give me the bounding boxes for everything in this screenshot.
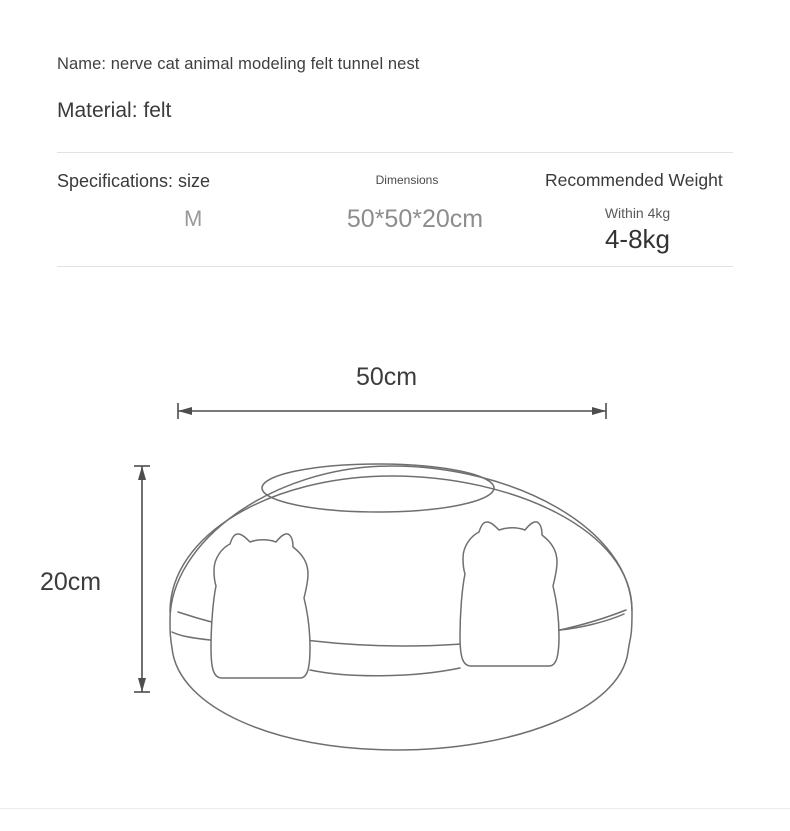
spec-size-header: Specifications: size xyxy=(57,171,211,191)
page-bottom-divider xyxy=(0,808,790,809)
pet-nest-drawing-svg xyxy=(0,280,790,826)
height-dimension-arrow xyxy=(134,466,150,692)
width-dimension-label: 50cm xyxy=(356,363,418,391)
spec-table-top-divider xyxy=(57,152,733,153)
width-dimension-arrow xyxy=(178,403,606,419)
nest-inner-opening xyxy=(262,464,494,512)
spec-weight-note: Within 4kg xyxy=(604,205,671,221)
product-material-line: Material: felt xyxy=(57,99,172,122)
product-line-drawing xyxy=(0,280,790,826)
spec-size-value: M xyxy=(184,206,203,231)
spec-weight-value: 4-8kg xyxy=(604,224,671,254)
spec-dimensions-header: Dimensions xyxy=(375,173,439,187)
height-dimension-label: 20cm xyxy=(40,568,102,596)
spec-table-bottom-divider xyxy=(57,266,733,267)
cat-head-left xyxy=(211,534,310,678)
product-name-line: Name: nerve cat animal modeling felt tunnel nest xyxy=(57,55,420,73)
specification-sheet xyxy=(0,0,790,280)
cat-head-right xyxy=(460,522,559,666)
spec-weight-header: Recommended Weight xyxy=(545,170,723,190)
spec-dimensions-value: 50*50*20cm xyxy=(346,205,484,233)
